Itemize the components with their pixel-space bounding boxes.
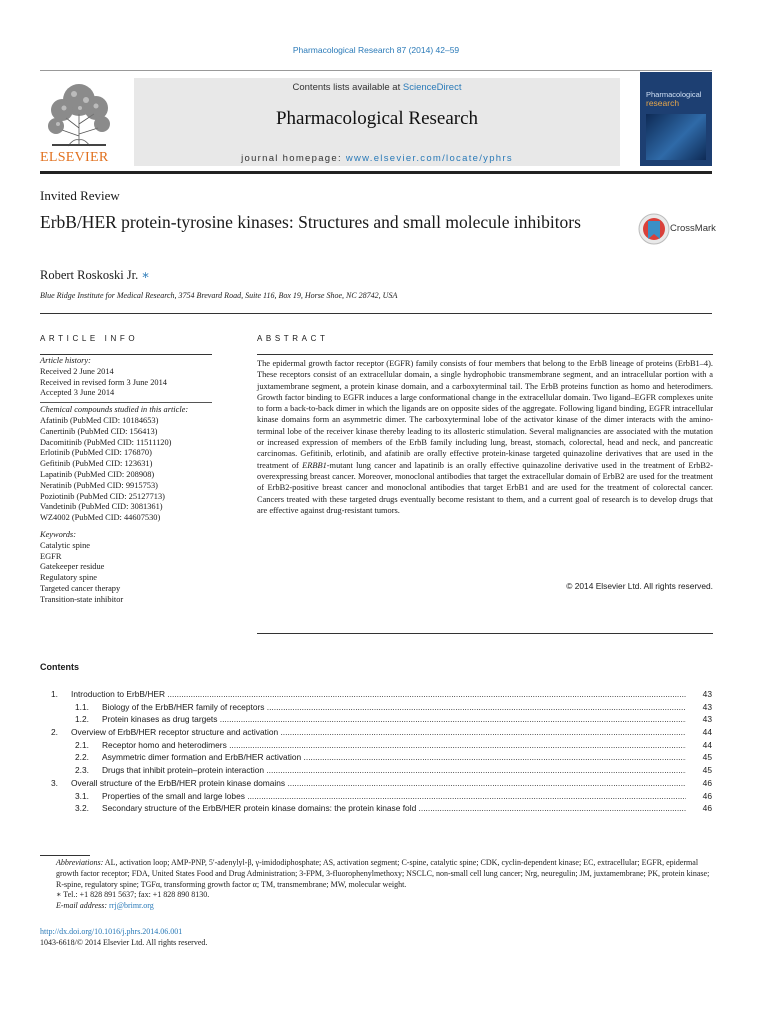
footnote-rule [40, 855, 90, 856]
toc-title-link[interactable]: Properties of the small and large lobes ..... [102, 790, 686, 803]
abstract-end-rule [257, 633, 713, 634]
abstract-text [257, 358, 713, 516]
cover-title-line1: Pharmacological [646, 90, 702, 99]
compound-item: Poziotinib (PubMed CID: 25127713) [40, 491, 165, 501]
article-info-rule [40, 354, 212, 355]
compound-item: Lapatinib (PubMed CID: 208908) [40, 469, 155, 479]
toc-title-link[interactable]: Protein kinases as drug targets ..... [102, 713, 686, 726]
toc-entry[interactable] [40, 739, 712, 752]
toc-title-link[interactable]: Overall structure of the ErbB/HER protein kinase domains ..... [71, 777, 686, 790]
toc-entry[interactable] [40, 751, 712, 764]
toc-entry[interactable] [40, 790, 712, 803]
toc-title-link[interactable]: Introduction to ErbB/HER ..... [71, 688, 686, 701]
toc-page-number: 46 [690, 777, 712, 790]
toc-title-link[interactable]: Overview of ErbB/HER receptor structure and activation ..... [71, 726, 686, 739]
journal-homepage-line [134, 153, 620, 164]
compound-item: Afatinib (PubMed CID: 10184653) [40, 415, 159, 425]
keyword-item: Catalytic spine [40, 540, 91, 550]
toc-number: 1.1. [75, 701, 89, 712]
toc-number: 2.3. [75, 765, 89, 776]
author-line [40, 267, 150, 283]
abstract-copyright: © 2014 Elsevier Ltd. All rights reserved. [566, 581, 713, 591]
toc-number: 1.2. [75, 714, 89, 725]
toc-page-number: 43 [690, 688, 712, 701]
toc-page-number: 43 [690, 701, 712, 714]
contact-footnote: ∗ Tel.: +1 828 891 5637; fax: +1 828 890 8130. [56, 890, 210, 900]
toc-entry[interactable] [40, 726, 712, 739]
journal-cover-thumbnail [640, 72, 712, 166]
footnotes [40, 858, 712, 912]
toc-number: 3.2. [75, 803, 89, 814]
crossmark-label[interactable]: CrossMark [670, 223, 716, 234]
keyword-item: Targeted cancer therapy [40, 583, 121, 593]
keyword-item: Regulatory spine [40, 573, 97, 583]
compound-item: Erlotinib (PubMed CID: 176870) [40, 448, 152, 458]
abbreviations-label: Abbreviations: [56, 858, 104, 867]
email-footnote [40, 901, 712, 912]
email-label: E-mail address: [56, 901, 110, 911]
compound-item: Dacomitinib (PubMed CID: 11511120) [40, 437, 172, 447]
toc-page-number: 43 [690, 713, 712, 726]
compound-item: Gefitinib (PubMed CID: 123631) [40, 459, 153, 469]
compound-item: WZ4002 (PubMed CID: 44607530) [40, 513, 161, 523]
author-affiliation: Blue Ridge Institute for Medical Research, 3754 Brevard Road, Suite 116, Box 19, Horse Shoe, NC 28742, USA [40, 291, 398, 300]
homepage-link[interactable]: www.elsevier.com/locate/yphrs [345, 153, 513, 164]
keyword-item: EGFR [40, 551, 62, 561]
toc-entry[interactable] [40, 777, 712, 790]
homepage-label: journal homepage: [241, 153, 346, 164]
compound-item: Vandetinib (PubMed CID: 3081361) [40, 502, 163, 512]
toc-number: 3. [51, 777, 58, 788]
toc-page-number: 46 [690, 802, 712, 815]
masthead-top-rule [40, 70, 712, 71]
compounds-label: Chemical compounds studied in this article: [40, 405, 189, 415]
compound-item: Canertinib (PubMed CID: 156413) [40, 426, 158, 436]
abstract-heading: ABSTRACT [257, 334, 329, 343]
toc-page-number: 44 [690, 726, 712, 739]
article-history-label: Article history: [40, 356, 91, 365]
author-footnote-marker[interactable]: ∗ [141, 268, 150, 282]
article-info-column [40, 356, 212, 606]
toc-entry[interactable] [40, 688, 712, 701]
history-item: Received in revised form 3 June 2014 [40, 377, 167, 387]
toc-page-number: 46 [690, 790, 712, 803]
compound-item: Neratinib (PubMed CID: 9915753) [40, 480, 158, 490]
keyword-item: Transition-state inhibitor [40, 594, 124, 604]
contents-available-line [134, 82, 620, 93]
journal-citation-link[interactable]: Pharmacological Research 87 (2014) 42–59 [292, 45, 460, 55]
toc-entry[interactable] [40, 764, 712, 777]
masthead-bottom-rule [40, 171, 712, 174]
toc-page-number: 44 [690, 739, 712, 752]
toc-title-link[interactable]: Asymmetric dimer formation and ErbB/HER activation ..... [102, 751, 686, 764]
abstract-gene-name: ERBB1 [302, 460, 327, 470]
info-separator [40, 402, 212, 403]
toc-title-link[interactable]: Receptor homo and heterodimers ..... [102, 739, 686, 752]
toc-entry[interactable] [40, 713, 712, 726]
article-title: ErbB/HER protein-tyrosine kinases: Structures and small molecule inhibitors [40, 212, 581, 232]
issn-copyright: 1043-6618/© 2014 Elsevier Ltd. All rights reserved. [40, 938, 208, 947]
abstract-text-part2: -mutant lung cancer and lapatinib is an orally effective quinazoline derivative used in the treatment of ErbB2-overexpressing breast cancer. Moreover, monoclonal antibodies that target the extracellular domain of ErbB2 are used for the treatment of ErbB2-positive breast cancer and monoclonal antibodies that target ErbB1 and are used for the treatment of colorectal cancer. Cancers treated with these targeted drugs eventually become resistant to them, and a current goal of research is to develop drugs that are effective against drug-resistant tumors. [257, 460, 713, 515]
contents-available-text: Contents lists available at [292, 82, 403, 93]
toc-title-link[interactable]: Drugs that inhibit protein–protein interaction ..... [102, 764, 686, 777]
title-block-rule [40, 313, 712, 314]
history-item: Accepted 3 June 2014 [40, 388, 115, 398]
toc-page-number: 45 [690, 764, 712, 777]
contents-heading: Contents [40, 662, 79, 672]
table-of-contents [40, 688, 712, 815]
journal-title: Pharmacological Research [275, 108, 479, 129]
author-name: Robert Roskoski Jr. [40, 268, 139, 282]
history-item: Received 2 June 2014 [40, 366, 114, 376]
toc-number: 2.2. [75, 752, 89, 763]
elsevier-wordmark: ELSEVIER [40, 150, 109, 165]
toc-entry[interactable] [40, 802, 712, 815]
email-link[interactable]: rrj@brimr.org [109, 901, 154, 911]
article-info-heading: ARTICLE INFO [40, 334, 139, 343]
abstract-text-part1: The epidermal growth factor receptor (EGFR) family consists of four members that belong to the ErbB lineage of proteins (ErbB1–4). These receptors consist of an extracellular domain, a single hydrophobic transmembrane segment, and an intracellular portion with a juxtamembrane segment, a protein kinase domain, and a carboxyterminal tail. The ErbB proteins function as homo and heterodimers. Growth factor binding to EGFR induces a large conformational change in the extracellular domain. Two ligand–EGFR complexes unite to form a back-to-back dimer in which the ligands are on opposite sides of the aggregate. Following ligand binding, EGFR intracellular kinase domains form an asymmetric dimer. The carboxyterminal lobe of the activator kinase of the dimer interacts with the amino-terminal lobe of the receiver kinase thereby leading to its allosteric stimulation. Several malignancies are associated with the mutation or increased expression of members of the ErbB family including lung, breast, stomach, colorectal, head and neck, and pancreatic carcinomas. Gefitinib, erlotinib, and afatinib are orally effective protein-kinase targeted quinazoline derivatives that are used in the treatment of [257, 359, 713, 470]
toc-title-link[interactable]: Secondary structure of the ErbB/HER protein kinase domains: the protein kinase fold ..... [102, 802, 686, 815]
keyword-item: Gatekeeper residue [40, 562, 105, 572]
abstract-rule [257, 354, 713, 355]
toc-entry[interactable] [40, 701, 712, 714]
keywords-label: Keywords: [40, 529, 76, 539]
doi-link[interactable]: http://dx.doi.org/10.1016/j.phrs.2014.06.001 [40, 927, 183, 936]
abbreviations-footnote [40, 858, 712, 890]
toc-number: 2.1. [75, 739, 89, 750]
cover-title-line2: research [646, 98, 680, 108]
toc-page-number: 45 [690, 751, 712, 764]
cover-artwork [646, 114, 706, 160]
toc-number: 1. [51, 689, 58, 699]
toc-title-link[interactable]: Biology of the ErbB/HER family of receptors ..... [102, 701, 686, 714]
article-type: Invited Review [40, 188, 120, 203]
toc-number: 2. [51, 727, 58, 738]
abbreviations-text: AL, activation loop; AMP-PNP, 5′-adenylyl-β, γ-imidodiphosphate; AS, activation segment; C-spine, catalytic spine; CDK, cyclin-dependent kinase; EC, extracellular; EGFR, epidermal growth factor receptor; FDA, United States Food and Drug Administration; 3-FPM, 3-fluorophenylmethoxy; NSCLC, non-small cell lung cancer; Nrg, neuregulin; JM, juxtamembrane; PK, protein kinase; R-spine, regulatory spine; TGFα, transforming growth factor α; TM, transmembrane; MW, molecular weight. [56, 858, 710, 889]
sciencedirect-link[interactable]: ScienceDirect [402, 82, 462, 93]
toc-number: 3.1. [75, 790, 89, 801]
